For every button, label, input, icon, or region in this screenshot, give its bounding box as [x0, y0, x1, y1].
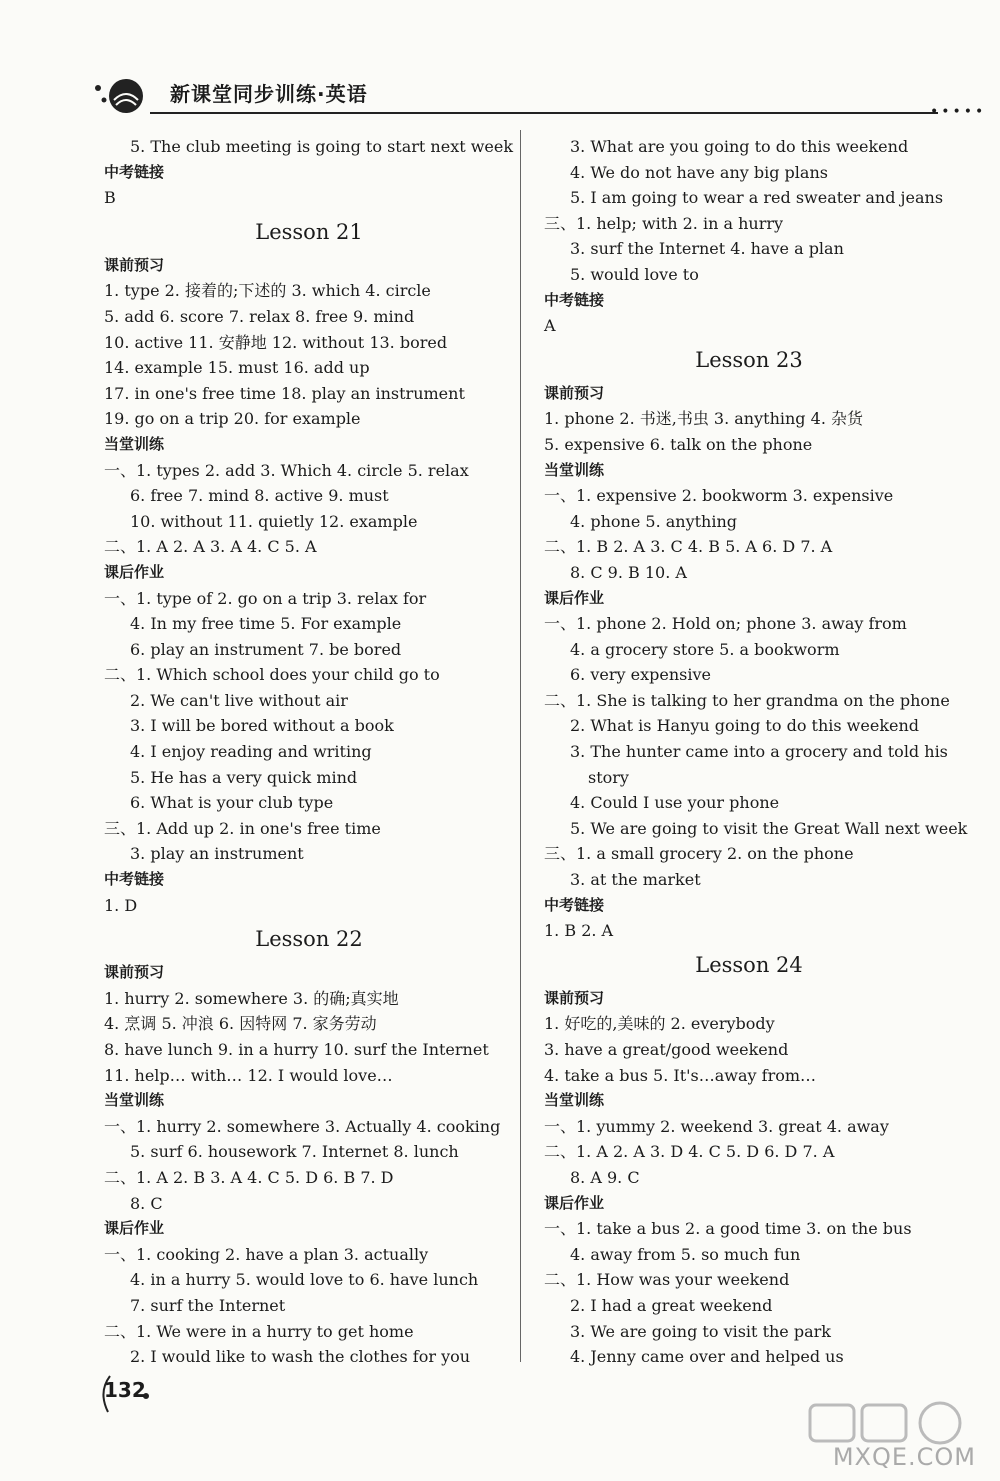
lesson-title: Lesson 21 — [255, 219, 363, 244]
answer-line: 1. type 2. 接着的;下述的 3. which 4. circle — [104, 281, 431, 301]
left-column — [104, 134, 514, 1370]
answer-line: 3. surf the Internet 4. have a plan — [570, 239, 844, 259]
answer-line: 1. B 2. A — [544, 921, 614, 941]
answer-line: 5. He has a very quick mind — [130, 767, 358, 787]
answer-line: 2. I had a great weekend — [570, 1295, 773, 1315]
answer-line: 3. at the market — [570, 870, 701, 890]
answer-line: 4. away from 5. so much fun — [570, 1244, 801, 1264]
answer-line: 一、1. phone 2. Hold on; phone 3. away from — [544, 614, 907, 634]
answer-line: 5. add 6. score 7. relax 8. free 9. mind — [104, 306, 415, 326]
answer-line: 5. I am going to wear a red sweater and jeans — [570, 188, 944, 208]
answer-line: 4. 烹调 5. 冲浪 6. 因特网 7. 家务劳动 — [104, 1014, 377, 1034]
lesson-title: Lesson 23 — [695, 347, 803, 372]
answer-line: 1. D — [104, 895, 138, 915]
answer-line: 一、1. type of 2. go on a trip 3. relax for — [104, 588, 427, 608]
answer-line: 3. We are going to visit the park — [570, 1321, 831, 1341]
answer-line: 5. would love to — [570, 264, 699, 284]
section-heading: 中考链接 — [544, 290, 605, 309]
answer-line: 一、1. take a bus 2. a good time 3. on the bus — [544, 1219, 912, 1239]
answer-line: 二、1. How was your weekend — [544, 1270, 790, 1290]
answer-line: 二、1. B 2. A 3. C 4. B 5. A 6. D 7. A — [544, 537, 833, 557]
section-heading: 课前预习 — [544, 383, 605, 402]
section-heading: 中考链接 — [104, 870, 165, 889]
answer-line: 三、1. help; with 2. in a hurry — [544, 213, 784, 233]
book-logo-icon — [88, 74, 152, 118]
answer-line: 1. hurry 2. somewhere 3. 的确;真实地 — [104, 988, 399, 1008]
answer-line: 17. in one's free time 18. play an instrument — [104, 383, 465, 403]
answer-line: A — [544, 316, 556, 336]
answer-line: 3. What are you going to do this weekend — [570, 137, 909, 156]
section-heading: 课后作业 — [104, 562, 165, 581]
header-dots: ••••• — [930, 104, 987, 120]
answer-line: 5. expensive 6. talk on the phone — [544, 434, 813, 454]
answer-line: 1. phone 2. 书迷,书虫 3. anything 4. 杂货 — [544, 409, 863, 429]
lesson-title: Lesson 24 — [695, 952, 803, 977]
answer-line: 2. What is Hanyu going to do this weekend — [570, 716, 920, 736]
answer-line: 14. example 15. must 16. add up — [104, 358, 370, 378]
section-heading: 中考链接 — [544, 895, 605, 914]
answer-line: 4. We do not have any big plans — [570, 162, 828, 182]
answer-line: 6. What is your club type — [130, 793, 334, 813]
section-heading: 中考链接 — [104, 162, 165, 181]
answer-line: 7. surf the Internet — [130, 1295, 286, 1315]
answer-line: 一、1. expensive 2. bookworm 3. expensive — [544, 486, 894, 506]
answer-line: 二、1. We were in a hurry to get home — [104, 1321, 414, 1341]
answer-line: 一、1. yummy 2. weekend 3. great 4. away — [544, 1116, 889, 1136]
answer-line: 一、1. hurry 2. somewhere 3. Actually 4. cooking — [104, 1116, 501, 1136]
answer-line: 5. surf 6. housework 7. Internet 8. lunch — [130, 1142, 459, 1162]
answer-line: 8. C 9. B 10. A — [570, 562, 687, 582]
answer-line: 三、1. Add up 2. in one's free time — [104, 818, 381, 838]
answer-line: 1. 好吃的,美味的 2. everybody — [544, 1014, 775, 1034]
answer-line: 4. a grocery store 5. a bookworm — [570, 639, 840, 659]
lesson-title: Lesson 22 — [255, 927, 363, 952]
section-heading: 当堂训练 — [104, 1091, 165, 1110]
answer-line: 3. The hunter came into a grocery and told his — [570, 742, 948, 762]
answer-line: 10. active 11. 安静地 12. without 13. bored — [104, 332, 448, 352]
answer-line: 3. I will be bored without a book — [130, 716, 394, 736]
right-column — [544, 134, 968, 1370]
answer-line: 4. I enjoy reading and writing — [130, 742, 372, 762]
answer-line: B — [104, 188, 116, 208]
answer-line: 3. have a great/good weekend — [544, 1040, 789, 1059]
answer-line: 4. in a hurry 5. would love to 6. have lunch — [130, 1270, 479, 1290]
page-number: 132 — [104, 1378, 146, 1402]
section-heading: 课后作业 — [104, 1219, 165, 1238]
answer-line: 一、1. cooking 2. have a plan 3. actually — [104, 1244, 429, 1264]
answer-line: 10. without 11. quietly 12. example — [130, 511, 418, 531]
section-heading: 当堂训练 — [544, 1091, 605, 1110]
answer-line: 5. The club meeting is going to start next week — [130, 137, 514, 156]
header-title: 新课堂同步训练·英语 — [170, 82, 368, 106]
answer-line: 二、1. A 2. B 3. A 4. C 5. D 6. B 7. D — [104, 1167, 394, 1187]
header-rule — [150, 112, 938, 114]
page-header — [88, 66, 987, 126]
answer-line: 8. C — [130, 1193, 163, 1213]
watermark-site: MXQE.COM — [832, 1443, 976, 1471]
section-heading: 课后作业 — [544, 1193, 605, 1212]
answer-line: 二、1. A 2. A 3. D 4. C 5. D 6. D 7. A — [544, 1142, 835, 1162]
section-heading: 课后作业 — [544, 588, 605, 607]
answer-line: 二、1. She is talking to her grandma on the phone — [544, 690, 950, 710]
answer-line: 11. help… with… 12. I would love… — [104, 1065, 393, 1085]
answer-line: 6. very expensive — [570, 665, 711, 685]
answer-line: 二、1. Which school does your child go to — [104, 665, 440, 685]
answer-line: 3. play an instrument — [130, 844, 304, 864]
answer-line: 6. free 7. mind 8. active 9. must — [130, 486, 389, 506]
answer-line: 4. Jenny came over and helped us — [570, 1347, 844, 1367]
answer-line: 4. In my free time 5. For example — [130, 614, 402, 634]
answer-line: 4. Could I use your phone — [570, 793, 780, 813]
answer-line: 19. go on a trip 20. for example — [104, 409, 361, 429]
answer-line: 一、1. types 2. add 3. Which 4. circle 5. relax — [104, 460, 469, 480]
answer-line: 8. A 9. C — [570, 1167, 640, 1187]
answer-line: 2. I would like to wash the clothes for you — [130, 1347, 471, 1367]
column-divider — [520, 130, 521, 1362]
answer-line: 二、1. A 2. A 3. A 4. C 5. A — [104, 537, 317, 557]
section-heading: 当堂训练 — [544, 460, 605, 479]
answer-line: 三、1. a small grocery 2. on the phone — [544, 844, 854, 864]
answer-line: 8. have lunch 9. in a hurry 10. surf the Internet — [104, 1040, 489, 1059]
answer-line: 4. take a bus 5. It's…away from… — [544, 1065, 817, 1085]
answer-line: 4. phone 5. anything — [570, 511, 738, 531]
answer-line: 2. We can't live without air — [130, 690, 348, 710]
answer-line: 6. play an instrument 7. be bored — [130, 639, 402, 659]
answer-line: story — [588, 767, 629, 787]
section-heading: 当堂训练 — [104, 434, 165, 453]
section-heading: 课前预习 — [544, 988, 605, 1007]
section-heading: 课前预习 — [104, 963, 165, 982]
section-heading: 课前预习 — [104, 255, 165, 274]
answer-line: 5. We are going to visit the Great Wall next week — [570, 818, 968, 838]
